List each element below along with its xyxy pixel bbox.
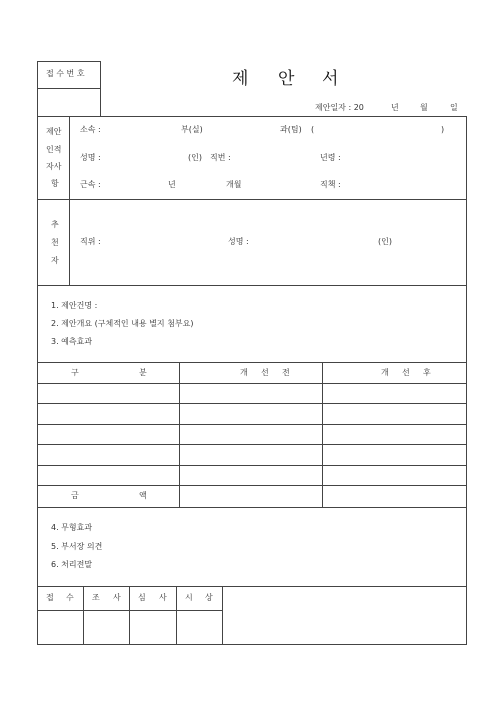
team-label: 과(팀) bbox=[280, 125, 302, 134]
item-expected-effect: 3. 예측효과 bbox=[51, 337, 93, 346]
job-title-label: 직책 : bbox=[320, 180, 341, 189]
title-char: 제 bbox=[232, 69, 249, 89]
affiliation-label: 소속 : bbox=[80, 125, 101, 134]
item-proposal-title: 1. 제안건명 : bbox=[51, 301, 98, 310]
receipt-number-label: 접 수 번 호 bbox=[46, 69, 85, 78]
seal-label: (인) bbox=[188, 153, 202, 162]
tenure-label: 근속 : bbox=[80, 180, 101, 189]
item-proposal-summary: 2. 제안개요 (구체적인 내용 별지 첨부요) bbox=[51, 319, 194, 328]
recommender-name-label: 성명 : bbox=[228, 237, 249, 246]
item-processing-result: 6. 처리전말 bbox=[51, 560, 93, 569]
date-label: 제안일자 : 20 bbox=[315, 103, 364, 112]
recommender-seal-label: (인) bbox=[378, 237, 392, 246]
recommender-position-label: 직위 : bbox=[80, 237, 101, 246]
tenure-months: 개월 bbox=[226, 180, 242, 189]
paren-close: ) bbox=[441, 125, 445, 134]
age-label: 년령 : bbox=[320, 153, 341, 162]
paren-open: ( bbox=[311, 125, 315, 134]
item-department-head-opinion: 5. 부서장 의견 bbox=[51, 542, 103, 551]
title-char: 안 bbox=[278, 69, 295, 89]
title-char: 서 bbox=[322, 69, 339, 89]
name-label: 성명 : bbox=[80, 153, 101, 162]
date-year: 년 bbox=[391, 103, 399, 112]
employee-number-label: 직번 : bbox=[210, 153, 231, 162]
item-intangible-effect: 4. 무형효과 bbox=[51, 523, 93, 532]
date-day: 일 bbox=[450, 103, 458, 112]
department-label: 부(실) bbox=[181, 125, 203, 134]
tenure-years: 년 bbox=[168, 180, 176, 189]
date-month: 월 bbox=[420, 103, 428, 112]
